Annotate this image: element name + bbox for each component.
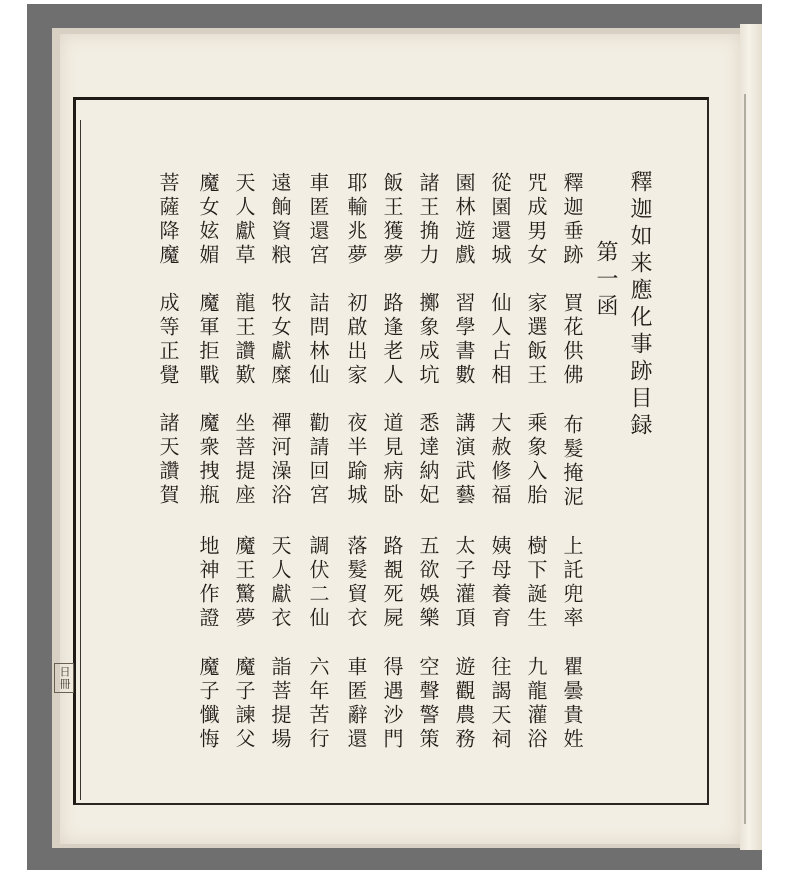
contents-entry: 坐菩提座 <box>232 412 256 508</box>
volume-label: 第一函 <box>593 240 618 321</box>
facing-page-edge <box>740 24 762 850</box>
contents-entry: 魔子懺悔 <box>196 656 220 752</box>
contents-entry: 諸王捔力 <box>416 172 440 268</box>
contents-entry: 魔子諫父 <box>232 656 256 752</box>
contents-entry: 悉達納妃 <box>416 412 440 508</box>
contents-entry: 魔軍拒戰 <box>196 292 220 388</box>
contents-entry: 太子灌頂 <box>452 535 476 631</box>
contents-entry: 大赦修福 <box>488 412 512 508</box>
contents-entry: 路逢老人 <box>380 292 404 388</box>
contents-entry: 魔女妶媚 <box>196 172 220 268</box>
contents-entry: 園林遊戲 <box>452 172 476 268</box>
contents-entry: 成等正覺 <box>156 292 180 388</box>
contents-entry: 布髮掩泥 <box>560 414 584 510</box>
contents-entry: 遠餉資粮 <box>268 172 292 268</box>
contents-entry: 詰問林仙 <box>306 292 330 388</box>
contents-entry: 禪河澡浴 <box>268 412 292 508</box>
contents-entry: 釋迦垂跡 <box>560 172 584 268</box>
contents-entry: 家選飯王 <box>524 292 548 388</box>
contents-entry: 從園還城 <box>488 172 512 268</box>
contents-entry: 魔王驚夢 <box>232 535 256 631</box>
contents-entry: 調伏二仙 <box>306 535 330 631</box>
contents-entry: 姨母養育 <box>488 535 512 631</box>
contents-entry: 天人獻衣 <box>268 535 292 631</box>
contents-entry: 車匿辭還 <box>344 656 368 752</box>
contents-entry: 龍王讚歎 <box>232 292 256 388</box>
contents-entry: 往謁天祠 <box>488 656 512 752</box>
contents-entry: 初啟出家 <box>344 292 368 388</box>
facing-page-bleed-line <box>744 94 746 824</box>
contents-entry: 樹下誕生 <box>524 535 548 631</box>
contents-entry: 擲象成坑 <box>416 292 440 388</box>
contents-entry: 瞿曇貴姓 <box>560 656 584 752</box>
contents-entry: 耶輸兆夢 <box>344 172 368 268</box>
contents-entry: 飯王獲夢 <box>380 172 404 268</box>
margin-label: 日冊 <box>54 663 74 693</box>
contents-entry: 魔衆拽瓶 <box>196 412 220 508</box>
contents-entry: 上託兜率 <box>560 535 584 631</box>
contents-entry: 詣菩提場 <box>268 656 292 752</box>
contents-entry: 得遇沙門 <box>380 656 404 752</box>
contents-entry: 菩薩降魔 <box>156 172 180 268</box>
page-title: 釋迦如来應化事跡目録 <box>627 170 652 440</box>
contents-entry: 落髮貿衣 <box>344 535 368 631</box>
contents-entry: 天人獻草 <box>232 172 256 268</box>
contents-entry: 五欲娛樂 <box>416 535 440 631</box>
contents-entry: 夜半踰城 <box>344 412 368 508</box>
contents-entry: 乘象入胎 <box>524 412 548 508</box>
contents-entry: 買花供佛 <box>560 292 584 388</box>
contents-entry: 習學書數 <box>452 292 476 388</box>
frame-inner-rule <box>80 120 81 800</box>
contents-entry: 地神作證 <box>196 535 220 631</box>
contents-entry: 空聲警策 <box>416 656 440 752</box>
contents-entry: 講演武藝 <box>452 412 476 508</box>
contents-entry: 牧女獻糜 <box>268 292 292 388</box>
contents-entry: 車匿還宮 <box>306 172 330 268</box>
contents-entry: 遊觀農務 <box>452 656 476 752</box>
contents-entry: 道見病卧 <box>380 412 404 508</box>
contents-entry: 勸請回宮 <box>306 412 330 508</box>
contents-entry: 仙人占相 <box>488 292 512 388</box>
contents-entry: 六年苦行 <box>306 656 330 752</box>
contents-entry: 路覩死屍 <box>380 535 404 631</box>
contents-entry: 九龍灌浴 <box>524 656 548 752</box>
contents-entry: 諸天讚賀 <box>156 412 180 508</box>
contents-entry: 咒成男女 <box>524 172 548 268</box>
